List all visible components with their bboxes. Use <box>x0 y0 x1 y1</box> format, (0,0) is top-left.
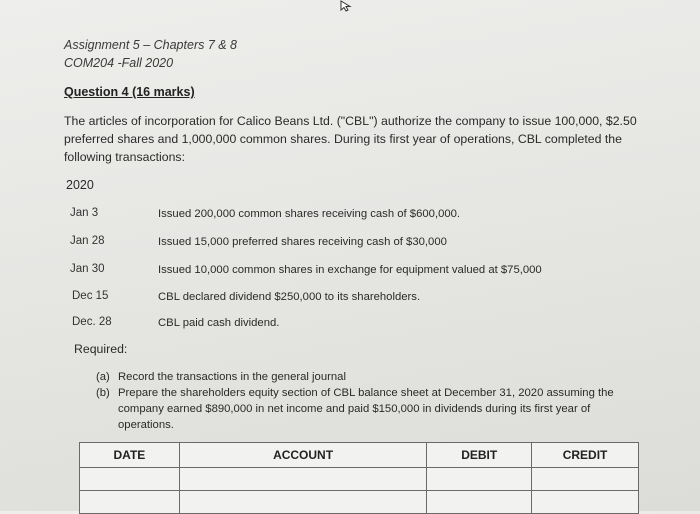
transaction-description: Issued 200,000 common shares receiving cash of $600,000. <box>158 208 461 220</box>
table-cell[interactable] <box>179 491 427 514</box>
requirement-marker: (a) <box>96 371 110 383</box>
transactions-year: 2020 <box>66 178 94 192</box>
transaction-description: Issued 15,000 preferred shares receiving cash of $30,000 <box>158 236 447 248</box>
table-cell[interactable] <box>427 468 532 491</box>
requirement-marker: (b) <box>96 387 110 399</box>
requirement-text: Prepare the shareholders equity section of CBL balance sheet at December 31, 2020 assuming the company earned $890,000 in net income and paid $150,000 in dividends during its first year of operations. <box>118 387 614 431</box>
table-header-row <box>80 443 639 468</box>
table-cell[interactable] <box>80 491 180 514</box>
transaction-date: Jan 28 <box>70 235 105 247</box>
transaction-date: Jan 30 <box>70 263 105 275</box>
transaction-date: Dec 15 <box>72 290 109 302</box>
transaction-description: Issued 10,000 common shares in exchange for equipment valued at $75,000 <box>158 264 542 276</box>
course-title: Assignment 5 – Chapters 7 & 8 <box>64 38 238 52</box>
question-heading: Question 4 (16 marks) <box>64 85 195 99</box>
table-cell[interactable] <box>532 468 639 491</box>
table-cell[interactable] <box>532 491 639 514</box>
column-header-account: ACCOUNT <box>179 443 427 468</box>
transaction-date: Dec. 28 <box>72 316 112 328</box>
transaction-description: CBL declared dividend $250,000 to its shareholders. <box>158 291 421 303</box>
transaction-description: CBL paid cash dividend. <box>158 317 280 329</box>
column-header-date: DATE <box>80 443 180 468</box>
requirement-item <box>96 369 636 385</box>
requirement-text: Record the transactions in the general journal <box>118 371 346 383</box>
mouse-pointer-icon <box>340 0 354 12</box>
transaction-date: Jan 3 <box>70 207 99 219</box>
requirement-item <box>96 385 636 433</box>
column-header-debit: DEBIT <box>427 443 532 468</box>
required-label: Required: <box>74 342 128 356</box>
table-cell[interactable] <box>179 468 427 491</box>
general-journal-table <box>79 442 639 514</box>
table-row <box>80 491 639 514</box>
course-code: COM204 -Fall 2020 <box>64 56 174 70</box>
question-intro: The articles of incorporation for Calico Beans Ltd. ("CBL") authorize the company to issue 100,000, $2.50 preferred shares and 1,000,000 common shares. During its first year of operations, CBL completed the following transactions: <box>64 114 637 164</box>
column-header-credit: CREDIT <box>532 443 639 468</box>
table-cell[interactable] <box>80 468 180 491</box>
table-cell[interactable] <box>427 491 532 514</box>
table-row <box>80 468 639 491</box>
